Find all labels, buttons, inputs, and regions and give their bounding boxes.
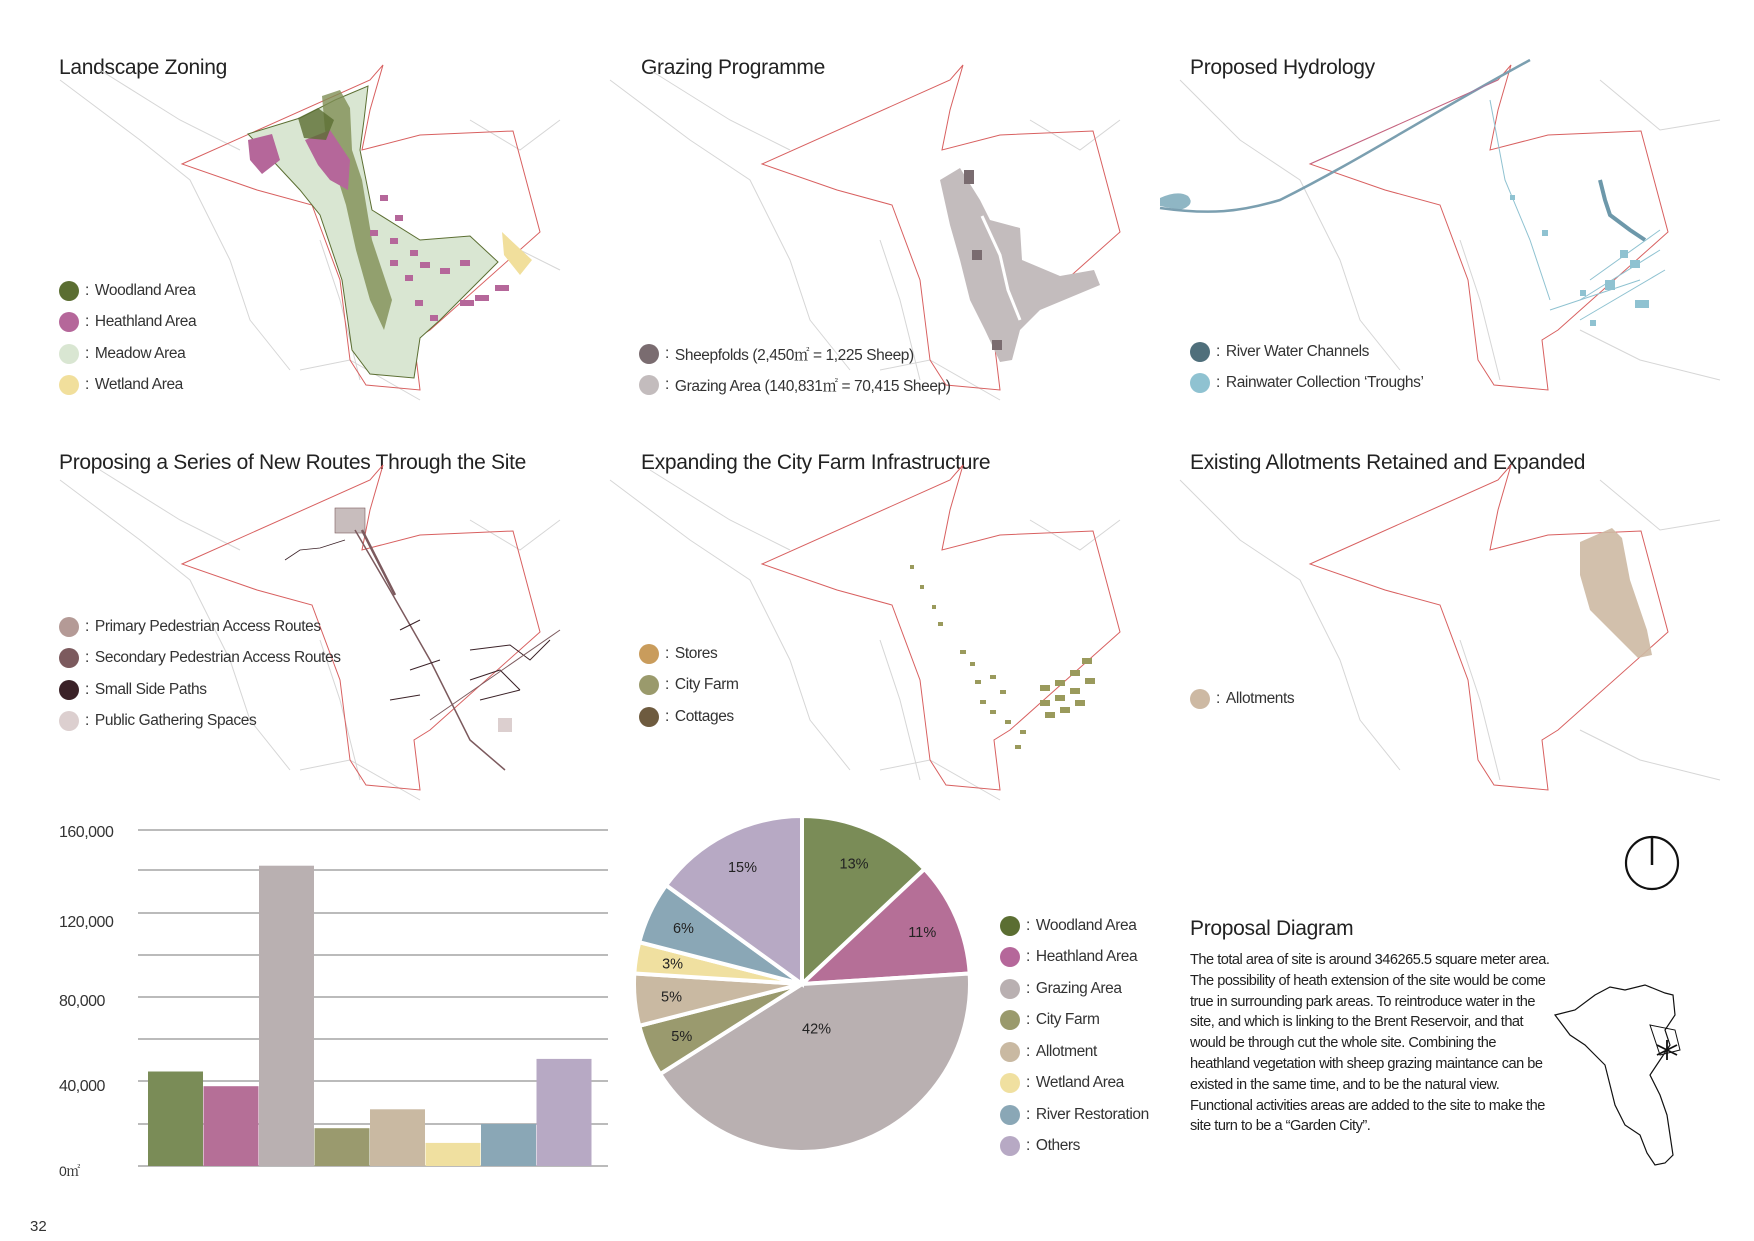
- swatch-icon: [59, 312, 79, 332]
- legend-item-meadow: : Meadow Area: [59, 338, 196, 370]
- panel-landscape-zoning: [0, 0, 580, 400]
- legend-item-secondary-routes: : Secondary Pedestrian Access Routes: [59, 643, 341, 675]
- legend-item-city-farm: : City Farm: [639, 670, 738, 702]
- bar-allotment: [370, 1109, 425, 1166]
- legend-item-rainwater-troughs: : Rainwater Collection ‘Troughs’: [1190, 368, 1424, 400]
- swatch-icon: [1000, 1105, 1020, 1125]
- allotments-map: [1160, 400, 1754, 800]
- legend-item-wetland: : Wetland Area: [1000, 1068, 1149, 1100]
- bar-river-restoration: [481, 1124, 536, 1166]
- city-farm-legend: [639, 638, 738, 733]
- bar-others: [537, 1059, 592, 1166]
- swatch-icon: [1000, 1042, 1020, 1062]
- swatch-icon: [1000, 1136, 1020, 1156]
- pie-chart: [620, 800, 1160, 1200]
- legend-item-side-paths: : Small Side Paths: [59, 674, 341, 706]
- y-tick-label: 80,000: [59, 993, 105, 1010]
- legend-item-cottages: : Cottages: [639, 701, 738, 733]
- y-tick-label: 0㎡: [59, 1163, 80, 1179]
- slice-label: 5%: [661, 989, 683, 1006]
- bar-heathland-area: [204, 1086, 259, 1166]
- north-arrow-icon: [1624, 835, 1684, 895]
- proposal-panel: [1160, 800, 1754, 1241]
- swatch-icon: [639, 375, 659, 395]
- swatch-icon: [59, 344, 79, 364]
- legend-item-others: : Others: [1000, 1131, 1149, 1163]
- panel-city-farm: [580, 400, 1160, 800]
- legend-item-sheepfolds: : Sheepfolds (2,450㎡ = 1,225 Sheep): [639, 338, 951, 370]
- panel-allotments: [1160, 400, 1754, 800]
- swatch-icon: [639, 707, 659, 727]
- page-number: 32: [30, 1218, 47, 1235]
- legend-item-river-water-channels: : River Water Channels: [1190, 336, 1424, 368]
- panel-title: Proposed Hydrology: [1190, 56, 1375, 79]
- slice-label: 6%: [672, 921, 694, 938]
- legend-item-woodland: : Woodland Area: [59, 275, 196, 307]
- panel-title: Proposing a Series of New Routes Through the Site: [59, 451, 527, 474]
- legend-item-wetland: : Wetland Area: [59, 370, 196, 402]
- legend-item-heathland: : Heathland Area: [1000, 942, 1149, 974]
- landscape-zoning-legend: [59, 275, 196, 401]
- swatch-icon: [1190, 373, 1210, 393]
- slice-label: 3%: [662, 956, 684, 973]
- swatch-icon: [1000, 1010, 1020, 1030]
- bar-city-farm: [315, 1128, 370, 1166]
- proposed-hydrology-legend: [1190, 336, 1424, 399]
- swatch-icon: [59, 375, 79, 395]
- legend-item-gathering-spaces: : Public Gathering Spaces: [59, 706, 341, 738]
- swatch-icon: [1000, 947, 1020, 967]
- city-farm-map: [580, 400, 1160, 800]
- legend-item-stores: : Stores: [639, 638, 738, 670]
- slice-label: 15%: [727, 860, 758, 877]
- bar-grazing-area: [259, 866, 314, 1166]
- proposal-body: The total area of site is around 346265.5 square meter area. The possibility of heath extension of the site would be come true in surrounding park areas. To reintroduce water in the site, and which is linking to the Brent Reservoir, and that would be through cut the whole site. Combining the heathland vegetation with sheep grazing maintance can be existed in the same time, and to be the natural view. Functional activities areas are added to the site to make the site turn to be a “Garden City”.: [1190, 952, 1550, 1135]
- slice-label: 5%: [671, 1029, 693, 1046]
- swatch-icon: [1000, 1073, 1020, 1093]
- bar-chart: [0, 800, 620, 1200]
- swatch-icon: [1000, 979, 1020, 999]
- panel-title: Landscape Zoning: [59, 56, 227, 79]
- slice-label: 42%: [802, 1021, 832, 1038]
- swatch-icon: [59, 281, 79, 301]
- legend-item-grazing-area: : Grazing Area (140,831㎡ = 70,415 Sheep): [639, 370, 951, 402]
- panel-grazing-programme: [580, 0, 1160, 400]
- swatch-icon: [59, 617, 79, 637]
- panel-title: Existing Allotments Retained and Expanded: [1190, 451, 1586, 474]
- swatch-icon: [59, 680, 79, 700]
- swatch-icon: [1190, 342, 1210, 362]
- new-routes-map: [0, 400, 580, 800]
- swatch-icon: [639, 675, 659, 695]
- y-tick-label: 40,000: [59, 1078, 105, 1095]
- y-tick-label: 160,000: [59, 824, 114, 841]
- grazing-programme-legend: [639, 338, 951, 401]
- bar-woodland-area: [148, 1072, 203, 1167]
- legend-item-allotments: : Allotments: [1190, 683, 1294, 715]
- legend-item-grazing: : Grazing Area: [1000, 973, 1149, 1005]
- site-location-diagram: [1555, 985, 1735, 1185]
- legend-item-allotment: : Allotment: [1000, 1036, 1149, 1068]
- pie-plot: [620, 800, 1000, 1200]
- swatch-icon: [1000, 916, 1020, 936]
- swatch-icon: [59, 711, 79, 731]
- swatch-icon: [59, 648, 79, 668]
- y-tick-label: 120,000: [59, 914, 114, 931]
- panel-title: Expanding the City Farm Infrastructure: [641, 451, 991, 474]
- legend-item-woodland: : Woodland Area: [1000, 910, 1149, 942]
- legend-item-primary-routes: : Primary Pedestrian Access Routes: [59, 611, 341, 643]
- allotments-legend: [1190, 683, 1294, 715]
- pie-legend: [1000, 910, 1149, 1162]
- legend-item-city-farm: : City Farm: [1000, 1005, 1149, 1037]
- legend-item-heathland: : Heathland Area: [59, 307, 196, 339]
- panel-new-routes: [0, 400, 580, 800]
- panel-proposed-hydrology: [1160, 0, 1754, 400]
- swatch-icon: [639, 644, 659, 664]
- new-routes-legend: [59, 611, 341, 737]
- swatch-icon: [639, 344, 659, 364]
- slice-label: 13%: [839, 856, 869, 873]
- swatch-icon: [1190, 689, 1210, 709]
- proposal-title: Proposal Diagram: [1190, 917, 1354, 940]
- legend-item-river-restoration: : River Restoration: [1000, 1099, 1149, 1131]
- bar-plot: [0, 800, 620, 1200]
- panel-title: Grazing Programme: [641, 56, 825, 79]
- bar-wetland-area: [426, 1143, 481, 1166]
- slice-label: 11%: [908, 924, 937, 941]
